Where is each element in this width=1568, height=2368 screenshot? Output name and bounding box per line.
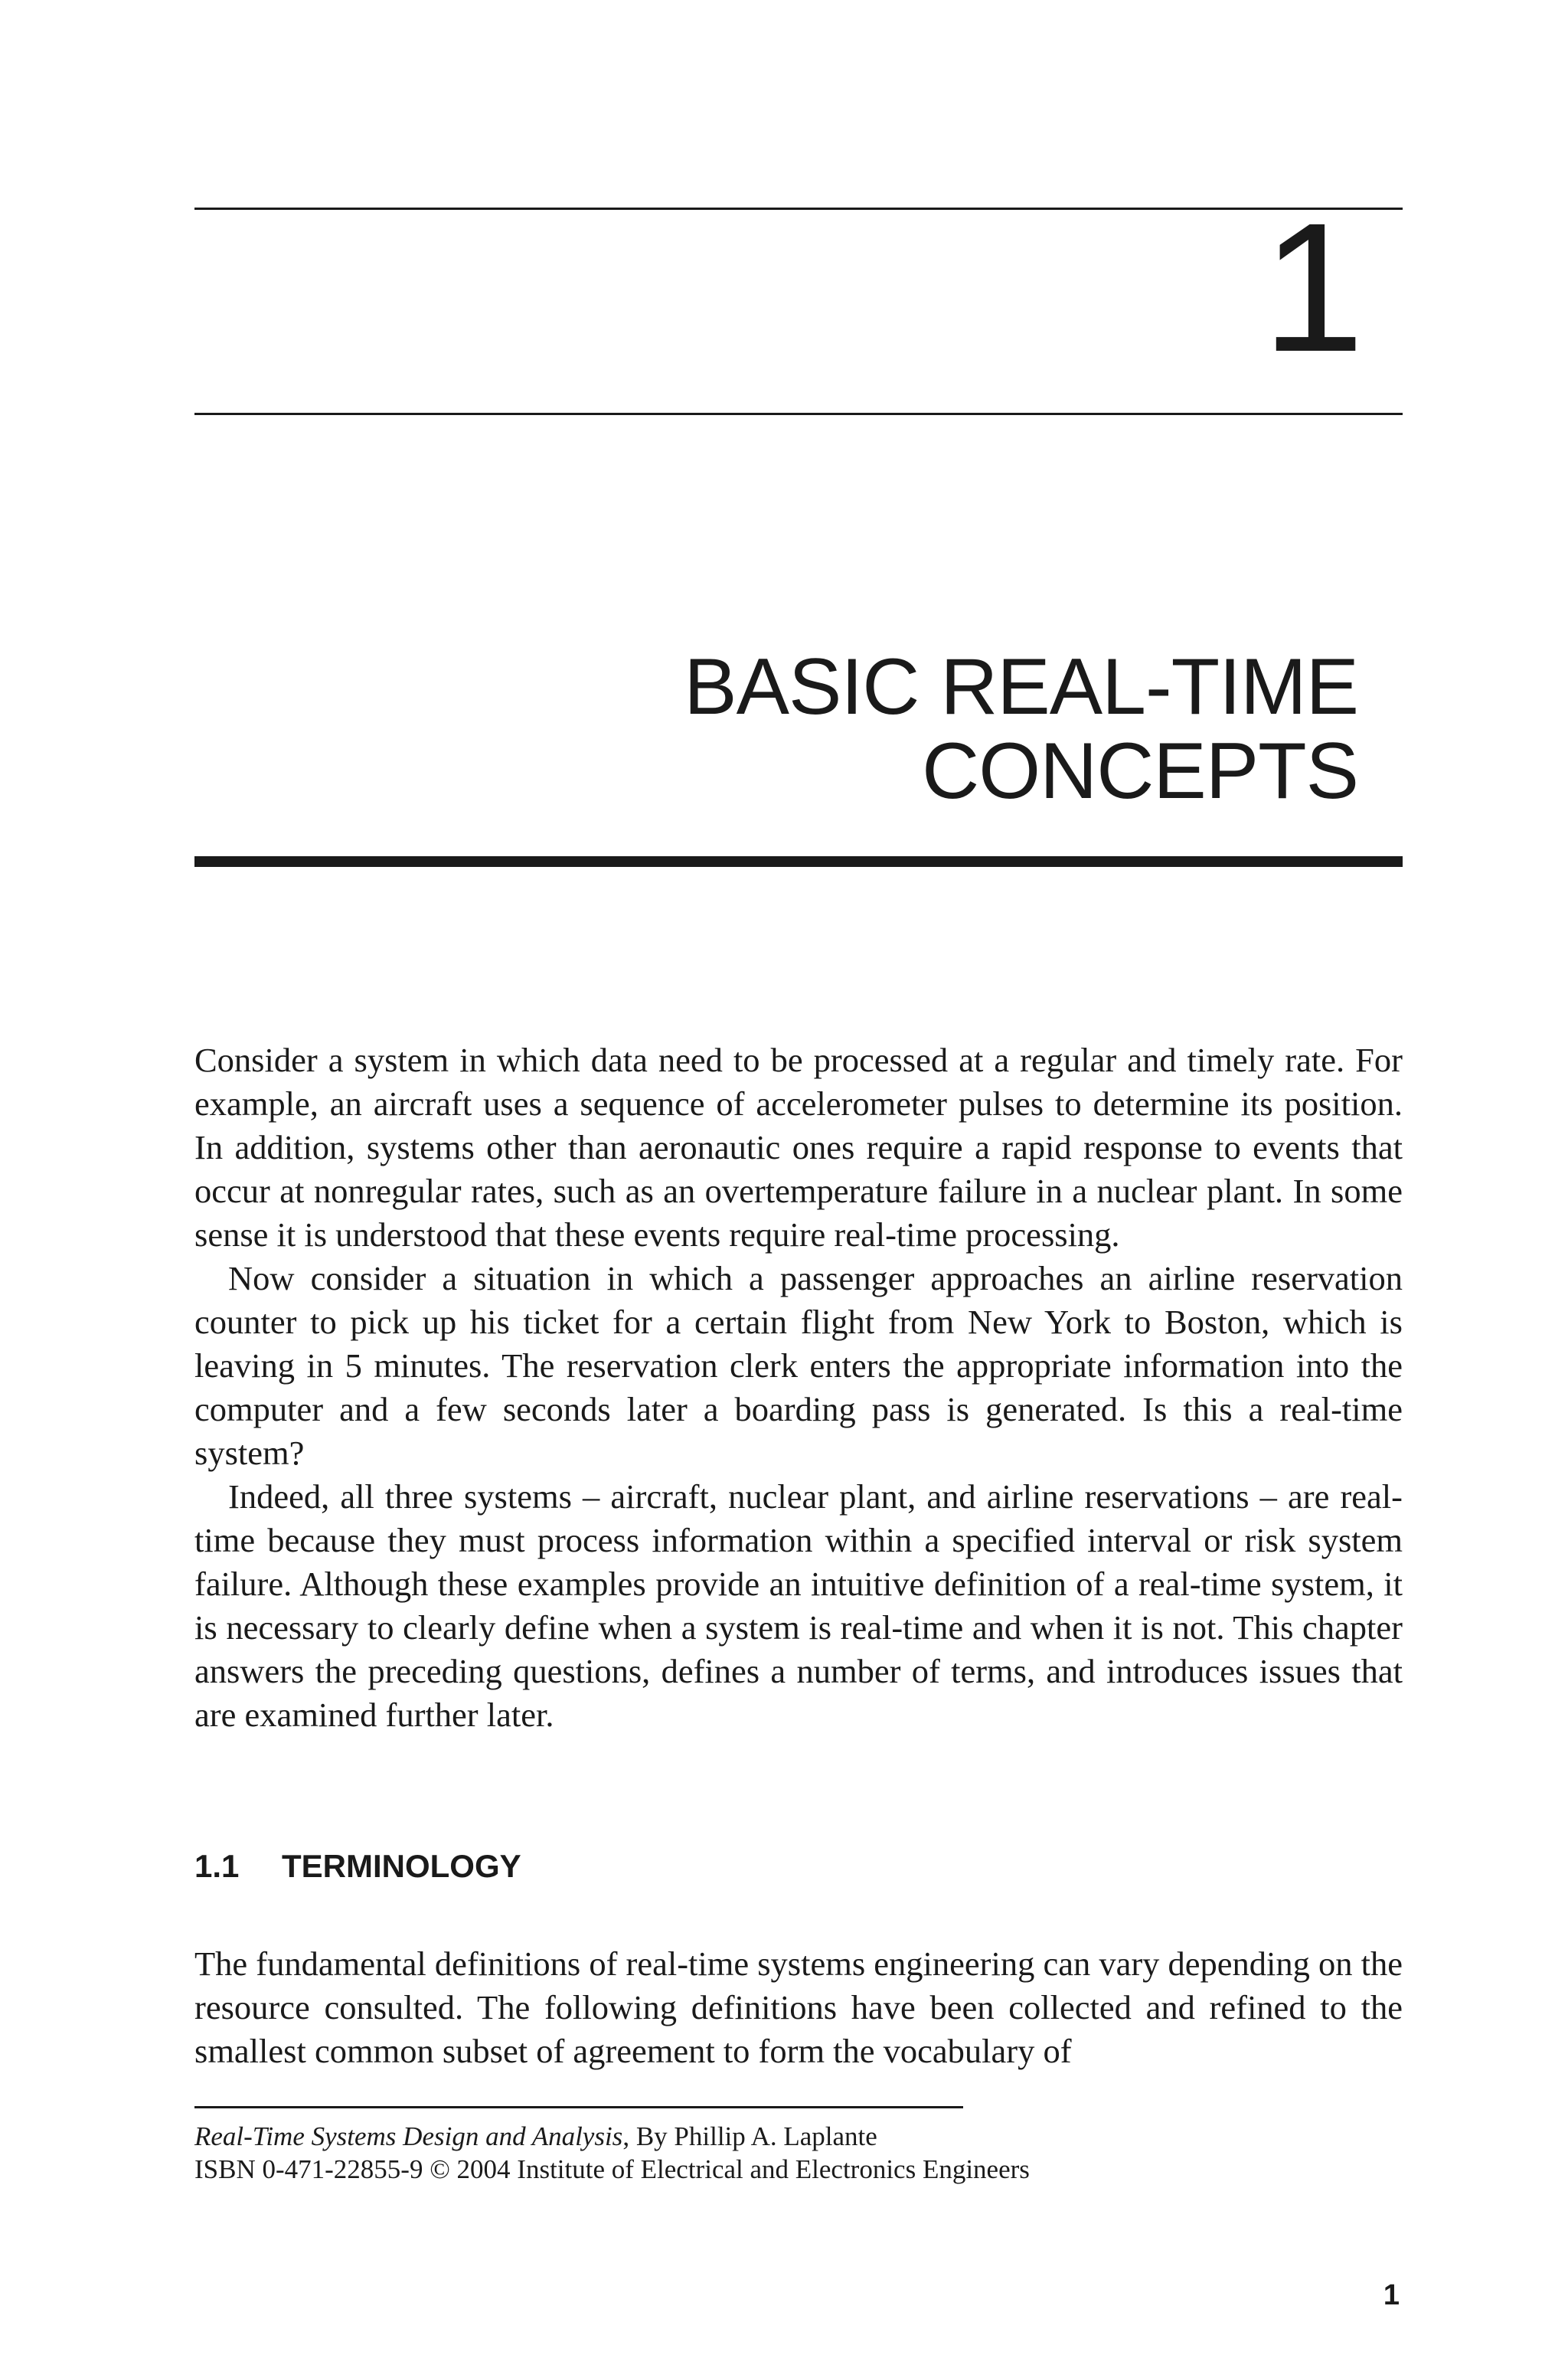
chapter-number: 1	[1262, 185, 1364, 390]
chapter-title-line-1: BASIC REAL-TIME	[684, 643, 1358, 731]
isbn-line: ISBN 0-471-22855-9 © 2004 Institute of Electrical and Electronics Engineers	[194, 2154, 1030, 2184]
section-title: TERMINOLOGY	[282, 1848, 521, 1884]
section-paragraph: The fundamental definitions of real-time systems engineering can vary depending on the resource consulted. The following definitions have been collected and refined to the smallest common subset of agreement to form the vocabulary of	[194, 1944, 1403, 2070]
book-title: Real-Time Systems Design and Analysis	[194, 2121, 623, 2151]
chapter-title-rule	[194, 856, 1403, 867]
chapter-number-rule	[194, 413, 1403, 415]
chapter-title-line-2: CONCEPTS	[922, 727, 1358, 816]
chapter-top-rule	[194, 208, 1403, 210]
intro-text	[194, 1038, 1403, 1737]
book-byline: , By Phillip A. Laplante	[622, 2121, 877, 2151]
intro-paragraph-3: Indeed, all three systems – aircraft, nuclear plant, and airline reservations – are real-time because they must process information within a specified interval or risk system failure. Although these examples provide an intuitive definition of a real-time system, it is necessary to clearly define when a system is real-time and when it is not. This chapter answers the preceding questions, defines a number of terms, and introduces issues that are examined further later.	[194, 1477, 1403, 1734]
footnote-citation	[194, 2120, 1030, 2153]
page-number: 1	[1383, 2279, 1400, 2311]
intro-paragraph-1: Consider a system in which data need to be processed at a regular and timely rate. For example, an aircraft uses a sequence of accelerometer pulses to determine its position. In addition, systems other than aeronautic ones require a rapid response to events that occur at nonregular rates, such as an overtemperature failure in a nuclear plant. In some sense it is understood that these events require real-time processing.	[194, 1041, 1403, 1254]
section-text	[194, 1942, 1403, 2073]
footnote-rule	[194, 2106, 963, 2108]
chapter-title	[363, 643, 1358, 816]
section-number: 1.1	[194, 1848, 240, 1884]
section-heading	[194, 1847, 521, 1886]
intro-paragraph-2: Now consider a situation in which a passenger approaches an airline reservation counter to pick up his ticket for a certain flight from New York to Boston, which is leaving in 5 minutes. The reservation clerk enters the appropriate information into the computer and a few seconds later a boarding pass is generated. Is this a real-time system?	[194, 1259, 1403, 1472]
footnote	[194, 2120, 1030, 2186]
